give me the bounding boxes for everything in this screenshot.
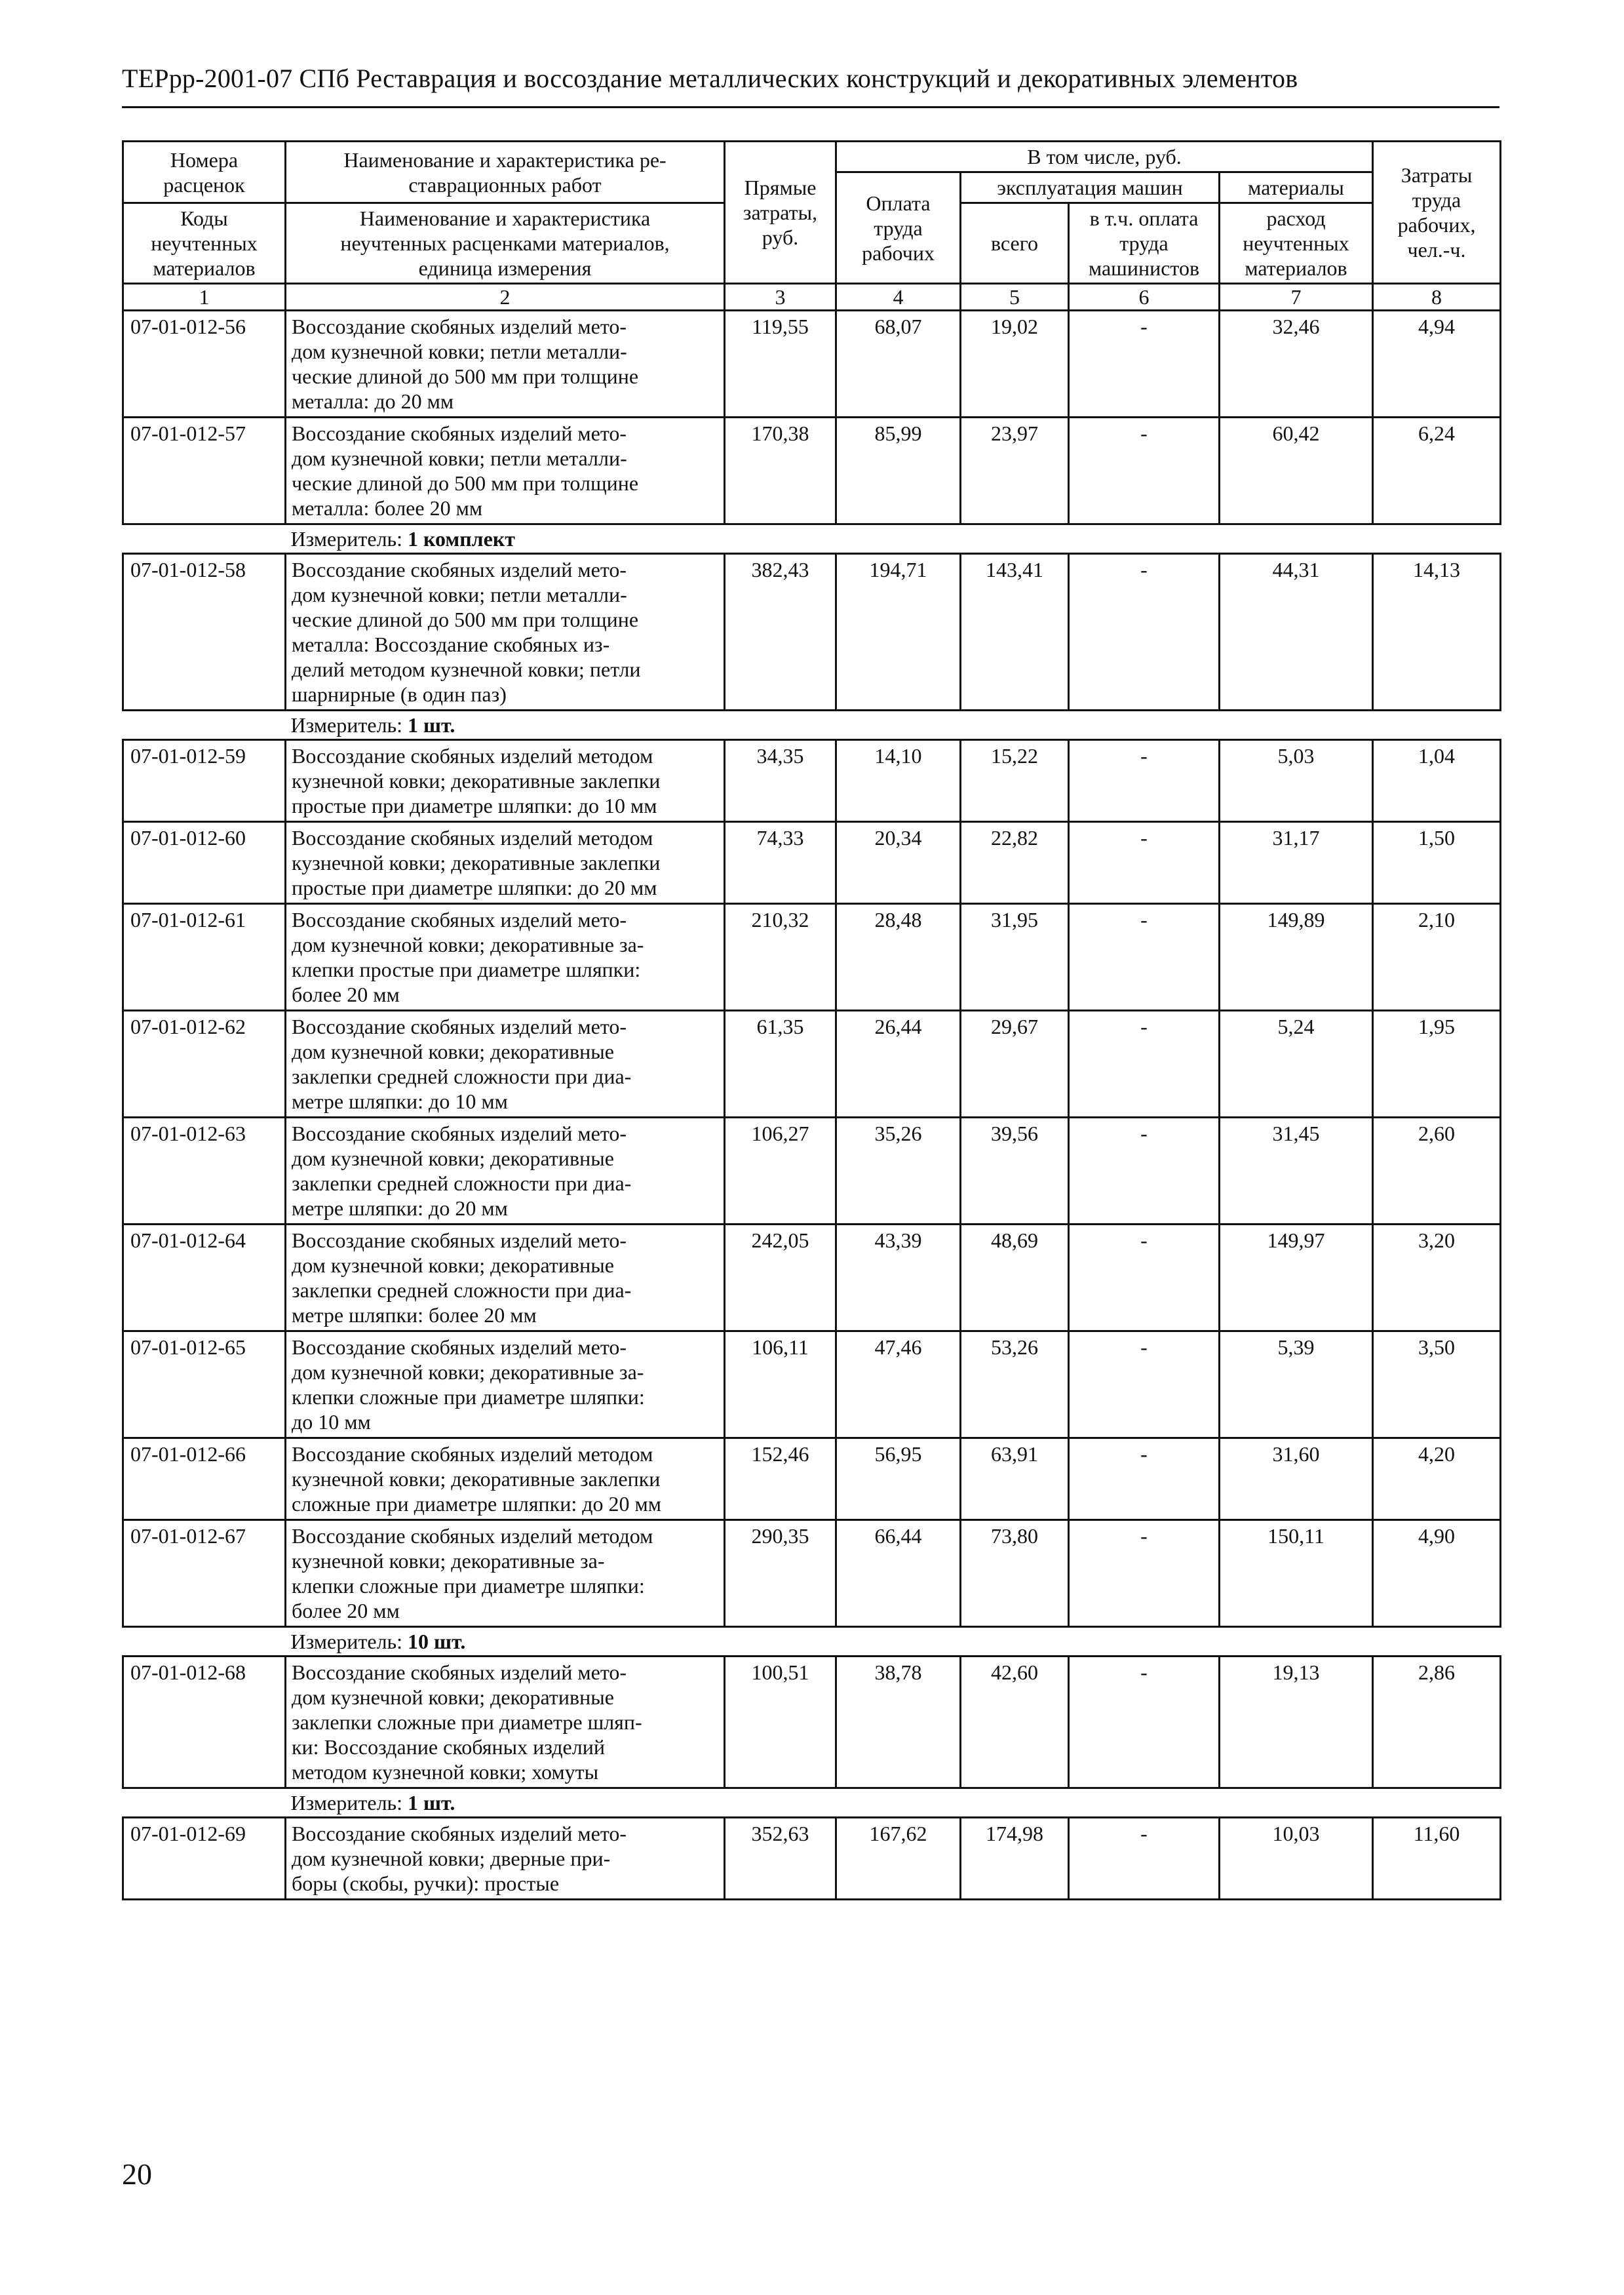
rate-code: 07-01-012-66 (123, 1438, 286, 1520)
work-description-line: более 20 мм (292, 1599, 400, 1622)
column-number: 4 (836, 284, 961, 311)
work-description-line: боры (скобы, ручки): простые (292, 1872, 560, 1895)
table-row (123, 822, 1501, 904)
work-description-line: дом кузнечной ковки; петли металли- (292, 446, 627, 470)
measure-label: Измеритель: (290, 1630, 408, 1653)
header-labor-costs: Затраты труда рабочих, чел.-ч. (1373, 142, 1501, 284)
column-number: 2 (286, 284, 725, 311)
work-description-line: дом кузнечной ковки; петли металли- (292, 583, 627, 606)
machines-total-value: 42,60 (961, 1657, 1069, 1788)
work-description-line: дом кузнечной ковки; петли металли- (292, 340, 627, 363)
machines-total-value: 23,97 (961, 418, 1069, 524)
rate-code: 07-01-012-64 (123, 1225, 286, 1331)
work-description-line: ки: Воссоздание скобяных изделий (292, 1735, 605, 1759)
rate-code: 07-01-012-59 (123, 740, 286, 822)
work-description-line: Воссоздание скобяных изделий мето- (292, 422, 627, 445)
work-description-line: до 10 мм (292, 1410, 371, 1434)
labor-costs-value: 1,95 (1373, 1011, 1501, 1118)
rate-code: 07-01-012-69 (123, 1818, 286, 1900)
work-description (286, 311, 725, 418)
direct-costs-value: 210,32 (725, 904, 836, 1011)
labor-costs-value: 14,13 (1373, 554, 1501, 711)
machines-total-value: 53,26 (961, 1331, 1069, 1438)
direct-costs-value: 242,05 (725, 1225, 836, 1331)
direct-costs-value: 170,38 (725, 418, 836, 524)
work-description-line: металла: более 20 мм (292, 496, 483, 520)
machinist-pay-value: - (1069, 418, 1220, 524)
work-description-line: кузнечной ковки; декоративные заклепки (292, 1467, 661, 1491)
work-description-line: заклепки средней сложности при диа- (292, 1171, 632, 1195)
work-description-line: дом кузнечной ковки; декоративные (292, 1147, 614, 1170)
work-description (286, 1011, 725, 1118)
direct-costs-value: 106,27 (725, 1118, 836, 1225)
work-description-line: заклепки средней сложности при диа- (292, 1278, 632, 1302)
machines-total-value: 15,22 (961, 740, 1069, 822)
worker-pay-value: 85,99 (836, 418, 961, 524)
machines-total-value: 19,02 (961, 311, 1069, 418)
measure-label: Измеритель: (290, 713, 408, 737)
labor-costs-value: 2,60 (1373, 1118, 1501, 1225)
materials-value: 31,17 (1220, 822, 1373, 904)
direct-costs-value: 34,35 (725, 740, 836, 822)
work-description (286, 1520, 725, 1627)
work-description-line: ческие длиной до 500 мм при толщине (292, 471, 639, 495)
direct-costs-value: 382,43 (725, 554, 836, 711)
work-description-line: кузнечной ковки; декоративные заклепки (292, 851, 661, 874)
header-rule (122, 106, 1499, 108)
column-number-row (123, 284, 1501, 311)
worker-pay-value: 20,34 (836, 822, 961, 904)
machinist-pay-value: - (1069, 904, 1220, 1011)
machinist-pay-value: - (1069, 1657, 1220, 1788)
work-description-line: Воссоздание скобяных изделий методом (292, 1524, 653, 1548)
rate-code: 07-01-012-63 (123, 1118, 286, 1225)
work-description-line: Воссоздание скобяных изделий мето- (292, 1015, 627, 1038)
direct-costs-value: 119,55 (725, 311, 836, 418)
work-description-line: заклепки сложные при диаметре шляп- (292, 1710, 642, 1734)
work-description (286, 1118, 725, 1225)
measure-spacer (123, 524, 286, 554)
worker-pay-value: 35,26 (836, 1118, 961, 1225)
work-description (286, 418, 725, 524)
table-row (123, 311, 1501, 418)
machinist-pay-value: - (1069, 1438, 1220, 1520)
work-description-line: кузнечной ковки; декоративные за- (292, 1549, 605, 1573)
table-row (123, 904, 1501, 1011)
column-number: 1 (123, 284, 286, 311)
labor-costs-value: 6,24 (1373, 418, 1501, 524)
measure-spacer (123, 711, 286, 740)
materials-value: 150,11 (1220, 1520, 1373, 1627)
worker-pay-value: 47,46 (836, 1331, 961, 1438)
measure-unit (286, 1627, 1501, 1657)
measure-label: Измеритель: (290, 1791, 408, 1814)
rate-code: 07-01-012-67 (123, 1520, 286, 1627)
materials-value: 44,31 (1220, 554, 1373, 711)
work-description (286, 1225, 725, 1331)
rate-code: 07-01-012-62 (123, 1011, 286, 1118)
header-unaccounted-codes: Коды неучтенных материалов (123, 203, 286, 284)
machinist-pay-value: - (1069, 1520, 1220, 1627)
labor-costs-value: 4,90 (1373, 1520, 1501, 1627)
price-table (122, 140, 1501, 1900)
work-description-line: дом кузнечной ковки; декоративные за- (292, 933, 644, 956)
column-number: 5 (961, 284, 1069, 311)
machinist-pay-value: - (1069, 822, 1220, 904)
machinist-pay-value: - (1069, 554, 1220, 711)
rate-code: 07-01-012-56 (123, 311, 286, 418)
page-number: 20 (122, 2157, 152, 2191)
machines-total-value: 143,41 (961, 554, 1069, 711)
labor-costs-value: 11,60 (1373, 1818, 1501, 1900)
work-description-line: Воссоздание скобяных изделий методом (292, 1442, 653, 1466)
machines-total-value: 29,67 (961, 1011, 1069, 1118)
work-description-line: Воссоздание скобяных изделий методом (292, 826, 653, 850)
work-description-line: металла: до 20 мм (292, 389, 454, 413)
measure-row (123, 1627, 1501, 1657)
materials-value: 149,97 (1220, 1225, 1373, 1331)
work-description-line: Воссоздание скобяных изделий мето- (292, 1822, 627, 1845)
work-description-line: заклепки средней сложности при диа- (292, 1065, 632, 1088)
materials-value: 32,46 (1220, 311, 1373, 418)
labor-costs-value: 1,04 (1373, 740, 1501, 822)
work-description-line: шарнирные (в один паз) (292, 682, 507, 706)
work-description-line: Воссоздание скобяных изделий мето- (292, 558, 627, 581)
measure-value: 1 комплект (408, 527, 515, 551)
labor-costs-value: 4,20 (1373, 1438, 1501, 1520)
page-header-title: ТЕРрр-2001-07 СПб Реставрация и воссоздание металлических конструкций и декоративных элементов (122, 64, 1298, 93)
table-row (123, 1657, 1501, 1788)
labor-costs-value: 3,50 (1373, 1331, 1501, 1438)
table-row (123, 1011, 1501, 1118)
table-row (123, 740, 1501, 822)
work-description-line: Воссоздание скобяных изделий мето- (292, 1335, 627, 1359)
direct-costs-value: 100,51 (725, 1657, 836, 1788)
labor-costs-value: 4,94 (1373, 311, 1501, 418)
header-materials: материалы (1220, 172, 1373, 203)
measure-value: 1 шт. (408, 1791, 455, 1814)
work-description-line: дом кузнечной ковки; декоративные (292, 1253, 614, 1277)
work-description-line: Воссоздание скобяных изделий мето- (292, 315, 627, 338)
work-description (286, 822, 725, 904)
labor-costs-value: 3,20 (1373, 1225, 1501, 1331)
worker-pay-value: 26,44 (836, 1011, 961, 1118)
work-description-line: клепки сложные при диаметре шляпки: (292, 1385, 645, 1409)
table-row (123, 1118, 1501, 1225)
measure-spacer (123, 1627, 286, 1657)
table-row (123, 1520, 1501, 1627)
rate-code: 07-01-012-58 (123, 554, 286, 711)
table-row (123, 1438, 1501, 1520)
work-description-line: делий методом кузнечной ковки; петли (292, 657, 641, 681)
work-description-line: дом кузнечной ковки; декоративные (292, 1685, 614, 1709)
machinist-pay-value: - (1069, 740, 1220, 822)
worker-pay-value: 43,39 (836, 1225, 961, 1331)
work-description (286, 1331, 725, 1438)
column-number: 8 (1373, 284, 1501, 311)
work-description-line: метре шляпки: более 20 мм (292, 1303, 537, 1327)
table-row (123, 1331, 1501, 1438)
measure-unit (286, 1788, 1501, 1818)
measure-row (123, 524, 1501, 554)
work-description-line: дом кузнечной ковки; декоративные (292, 1040, 614, 1063)
worker-pay-value: 66,44 (836, 1520, 961, 1627)
work-description (286, 740, 725, 822)
rate-code: 07-01-012-57 (123, 418, 286, 524)
work-description-line: простые при диаметре шляпки: до 10 мм (292, 794, 657, 817)
rate-code: 07-01-012-65 (123, 1331, 286, 1438)
worker-pay-value: 14,10 (836, 740, 961, 822)
direct-costs-value: 61,35 (725, 1011, 836, 1118)
labor-costs-value: 1,50 (1373, 822, 1501, 904)
work-description-line: металла: Воссоздание скобяных из- (292, 633, 610, 656)
measure-row (123, 711, 1501, 740)
materials-value: 31,60 (1220, 1438, 1373, 1520)
work-description-line: дом кузнечной ковки; декоративные за- (292, 1360, 644, 1384)
worker-pay-value: 56,95 (836, 1438, 961, 1520)
worker-pay-value: 194,71 (836, 554, 961, 711)
header-machine-operation: эксплуатация машин (961, 172, 1220, 203)
machinist-pay-value: - (1069, 1225, 1220, 1331)
machinist-pay-value: - (1069, 1331, 1220, 1438)
machines-total-value: 31,95 (961, 904, 1069, 1011)
work-description-line: дом кузнечной ковки; дверные при- (292, 1847, 611, 1870)
materials-value: 19,13 (1220, 1657, 1373, 1788)
header-material-consumption: расход неучтенных материалов (1220, 203, 1373, 284)
header-unaccounted-name: Наименование и характеристика неучтенных расценками материалов, единица измерения (286, 203, 725, 284)
work-description-line: Воссоздание скобяных изделий мето- (292, 908, 627, 932)
work-description (286, 904, 725, 1011)
work-description-line: кузнечной ковки; декоративные заклепки (292, 769, 661, 793)
machinist-pay-value: - (1069, 1118, 1220, 1225)
direct-costs-value: 152,46 (725, 1438, 836, 1520)
measure-label: Измеритель: (290, 527, 408, 551)
work-description (286, 1438, 725, 1520)
work-description-line: Воссоздание скобяных изделий мето- (292, 1660, 627, 1684)
materials-value: 5,24 (1220, 1011, 1373, 1118)
table-row (123, 1225, 1501, 1331)
labor-costs-value: 2,86 (1373, 1657, 1501, 1788)
machines-total-value: 22,82 (961, 822, 1069, 904)
work-description-line: Воссоздание скобяных изделий методом (292, 744, 653, 768)
work-description-line: клепки сложные при диаметре шляпки: (292, 1574, 645, 1598)
materials-value: 149,89 (1220, 904, 1373, 1011)
rate-code: 07-01-012-68 (123, 1657, 286, 1788)
machines-total-value: 63,91 (961, 1438, 1069, 1520)
machines-total-value: 39,56 (961, 1118, 1069, 1225)
machines-total-value: 48,69 (961, 1225, 1069, 1331)
header-rate-numbers: Номера расценок (123, 142, 286, 203)
direct-costs-value: 290,35 (725, 1520, 836, 1627)
work-description-line: методом кузнечной ковки; хомуты (292, 1760, 599, 1784)
table-row (123, 554, 1501, 711)
work-description-line: метре шляпки: до 20 мм (292, 1196, 508, 1220)
machines-total-value: 73,80 (961, 1520, 1069, 1627)
machinist-pay-value: - (1069, 1818, 1220, 1900)
measure-unit (286, 524, 1501, 554)
machines-total-value: 174,98 (961, 1818, 1069, 1900)
work-description-line: метре шляпки: до 10 мм (292, 1089, 508, 1113)
work-description (286, 1657, 725, 1788)
worker-pay-value: 68,07 (836, 311, 961, 418)
table-row (123, 418, 1501, 524)
materials-value: 31,45 (1220, 1118, 1373, 1225)
column-number: 6 (1069, 284, 1220, 311)
work-description-line: клепки простые при диаметре шляпки: (292, 958, 641, 981)
work-description-line: ческие длиной до 500 мм при толщине (292, 364, 639, 388)
worker-pay-value: 167,62 (836, 1818, 961, 1900)
direct-costs-value: 352,63 (725, 1818, 836, 1900)
work-description (286, 1818, 725, 1900)
labor-costs-value: 2,10 (1373, 904, 1501, 1011)
table-body (123, 311, 1501, 1900)
column-number: 3 (725, 284, 836, 311)
header-including-group: В том числе, руб. (836, 142, 1373, 172)
table-row (123, 1818, 1501, 1900)
work-description-line: Воссоздание скобяных изделий мето- (292, 1228, 627, 1252)
work-description-line: сложные при диаметре шляпки: до 20 мм (292, 1492, 661, 1516)
worker-pay-value: 38,78 (836, 1657, 961, 1788)
direct-costs-value: 74,33 (725, 822, 836, 904)
work-description (286, 554, 725, 711)
work-description-line: более 20 мм (292, 983, 400, 1006)
header-worker-pay: Оплата труда рабочих (836, 172, 961, 284)
work-description-line: ческие длиной до 500 мм при толщине (292, 608, 639, 631)
measure-value: 1 шт. (408, 713, 455, 737)
direct-costs-value: 106,11 (725, 1331, 836, 1438)
materials-value: 5,03 (1220, 740, 1373, 822)
header-direct-costs: Прямые затраты, руб. (725, 142, 836, 284)
measure-unit (286, 711, 1501, 740)
measure-value: 10 шт. (408, 1630, 466, 1653)
column-number: 7 (1220, 284, 1373, 311)
worker-pay-value: 28,48 (836, 904, 961, 1011)
rate-code: 07-01-012-60 (123, 822, 286, 904)
measure-spacer (123, 1788, 286, 1818)
work-description-line: Воссоздание скобяных изделий мето- (292, 1122, 627, 1145)
work-description-line: простые при диаметре шляпки: до 20 мм (292, 876, 657, 899)
header-machinist-pay: в т.ч. оплата труда машинистов (1069, 203, 1220, 284)
machinist-pay-value: - (1069, 1011, 1220, 1118)
machinist-pay-value: - (1069, 311, 1220, 418)
header-work-name: Наименование и характеристика ре- ставрационных работ (286, 142, 725, 203)
materials-value: 10,03 (1220, 1818, 1373, 1900)
table-header-row-1 (123, 142, 1501, 172)
materials-value: 60,42 (1220, 418, 1373, 524)
rate-code: 07-01-012-61 (123, 904, 286, 1011)
materials-value: 5,39 (1220, 1331, 1373, 1438)
measure-row (123, 1788, 1501, 1818)
header-machines-total: всего (961, 203, 1069, 284)
